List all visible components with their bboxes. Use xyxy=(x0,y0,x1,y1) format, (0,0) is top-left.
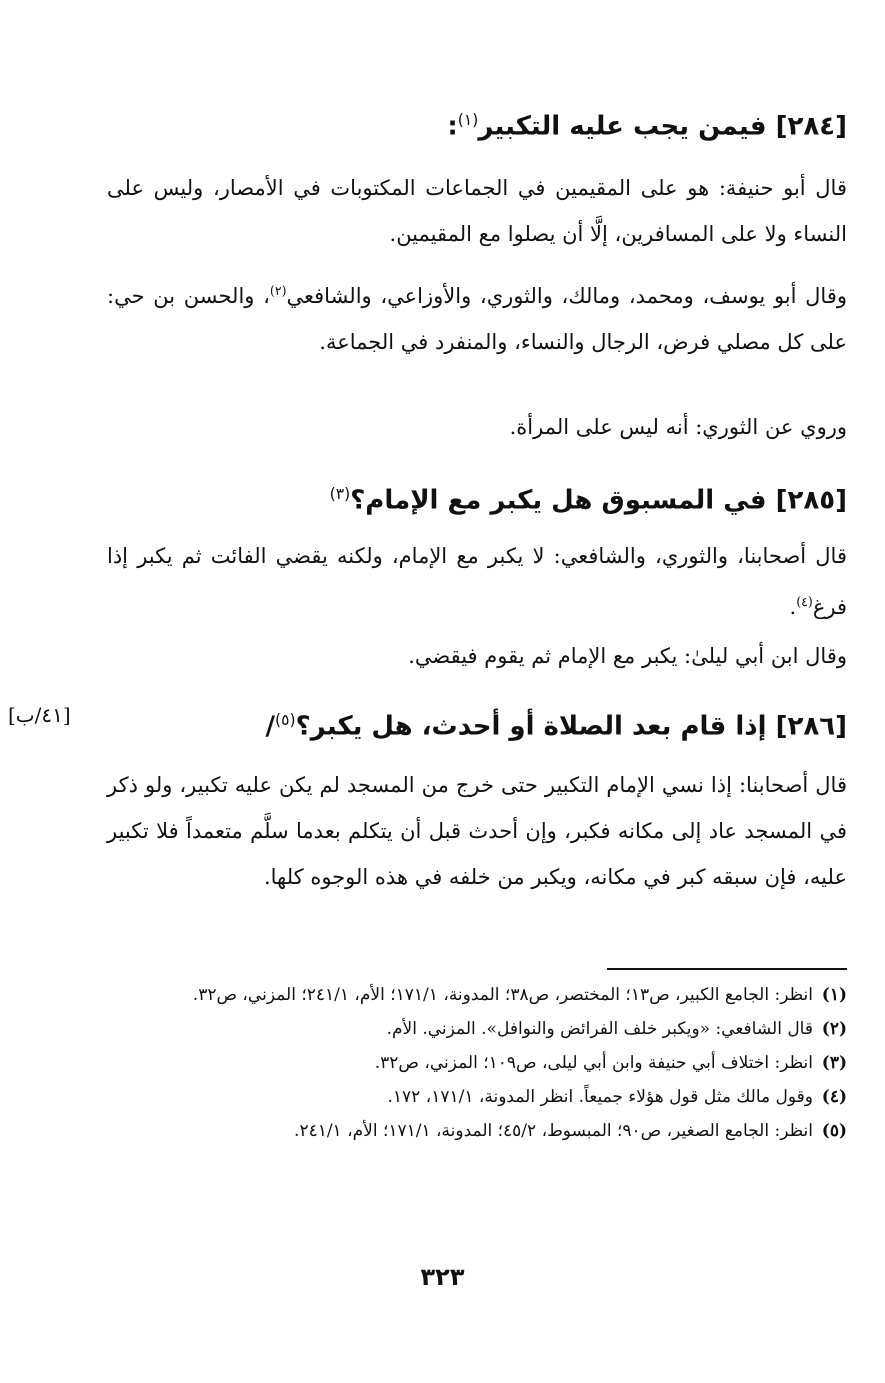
footnote-number: (٢) xyxy=(821,1019,847,1039)
footnote xyxy=(107,1046,847,1080)
footnote-text: انظر: الجامع الصغير، ص٩٠؛ المبسوط، ٤٥/٢؛ المدونة، ١٧١/١؛ الأم، ٢٤١/١. xyxy=(294,1121,813,1141)
paragraph: وروي عن الثوري: أنه ليس على المرأة. xyxy=(509,415,847,439)
paragraph-text: وقال أبو يوسف، ومحمد، ومالك، والثوري، والأوزاعي، والشافعي xyxy=(286,284,848,308)
heading-suffix: / xyxy=(265,711,276,742)
margin-folio-reference: [٤١/ب] xyxy=(8,703,71,727)
footnote xyxy=(107,1012,847,1046)
section-title: في المسبوق هل يكبر مع الإمام؟ xyxy=(350,485,767,516)
section-title: فيمن يجب عليه التكبير xyxy=(478,111,767,142)
footnote xyxy=(107,1114,847,1148)
footnote-number: (١) xyxy=(821,985,847,1005)
paragraph-text: . xyxy=(789,595,797,619)
footnote-text: انظر: اختلاف أبي حنيفة وابن أبي ليلى، ص١٠٩؛ المزني، ص٣٢. xyxy=(374,1053,813,1073)
section-heading-286 xyxy=(87,700,847,747)
heading-suffix: : xyxy=(447,111,458,142)
footnote-ref: (٢) xyxy=(269,283,287,298)
footnote-ref: (٣) xyxy=(329,485,351,503)
paragraph xyxy=(107,533,847,630)
page-number: ٣٢٣ xyxy=(420,1263,465,1291)
section-heading-284 xyxy=(87,100,847,147)
paragraph-text: ، والحسن بن حي: على كل مصلي فرض، الرجال والنساء، والمنفرد في الجماعة. xyxy=(107,284,847,354)
footnote-ref: (١) xyxy=(457,111,479,129)
section-number: [٢٨٤] xyxy=(775,111,847,142)
paragraph: وقال ابن أبي ليلىٰ: يكبر مع الإمام ثم يقوم فيقضي. xyxy=(408,644,847,668)
paragraph xyxy=(107,268,847,365)
section-title: إذا قام بعد الصلاة أو أحدث، هل يكبر؟ xyxy=(295,711,767,742)
footnote-number: (٤) xyxy=(821,1087,847,1107)
footnote-separator xyxy=(607,968,847,970)
footnotes xyxy=(107,978,847,1148)
footnote-ref: (٥) xyxy=(275,711,296,729)
footnote-ref: (٤) xyxy=(796,594,813,609)
section-heading-285 xyxy=(87,474,847,521)
footnote xyxy=(107,1080,847,1114)
section-number: [٢٨٥] xyxy=(775,485,847,516)
footnote-number: (٥) xyxy=(821,1121,847,1141)
footnote-text: انظر: الجامع الكبير، ص١٣؛ المختصر، ص٣٨؛ المدونة، ١٧١/١؛ الأم، ٢٤١/١؛ المزني، ص٣٢. xyxy=(192,985,813,1005)
footnote-number: (٣) xyxy=(821,1053,847,1073)
footnote-text: قال الشافعي: «ويكبر خلف الفرائض والنوافل». المزني. الأم. xyxy=(386,1019,813,1039)
footnote xyxy=(107,978,847,1012)
paragraph: قال أبو حنيفة: هو على المقيمين في الجماعات المكتوبات في الأمصار، وليس على النساء ولا على المسافرين، إلَّا أن يصلوا مع المقيمين. xyxy=(107,176,847,246)
section-number: [٢٨٦] xyxy=(775,711,847,742)
footnote-text: وقول مالك مثل قول هؤلاء جميعاً. انظر المدونة، ١٧١/١، ١٧٢. xyxy=(387,1087,813,1107)
paragraph: قال أصحابنا: إذا نسي الإمام التكبير حتى خرج من المسجد لم يكن عليه تكبير، ولو ذكر في المسجد عاد إلى مكانه فكبر، وإن أحدث قبل أن يتكلم بعدما سلَّم متعمداً فلا تكبير عليه، فإن سبقه كبر في مكانه، ويكبر من خلفه في هذه الوجوه كلها. xyxy=(107,773,847,889)
paragraph-text: قال أصحابنا، والثوري، والشافعي: لا يكبر مع الإمام، ولكنه يقضي الفائت ثم يكبر إذا فرغ xyxy=(107,544,847,619)
